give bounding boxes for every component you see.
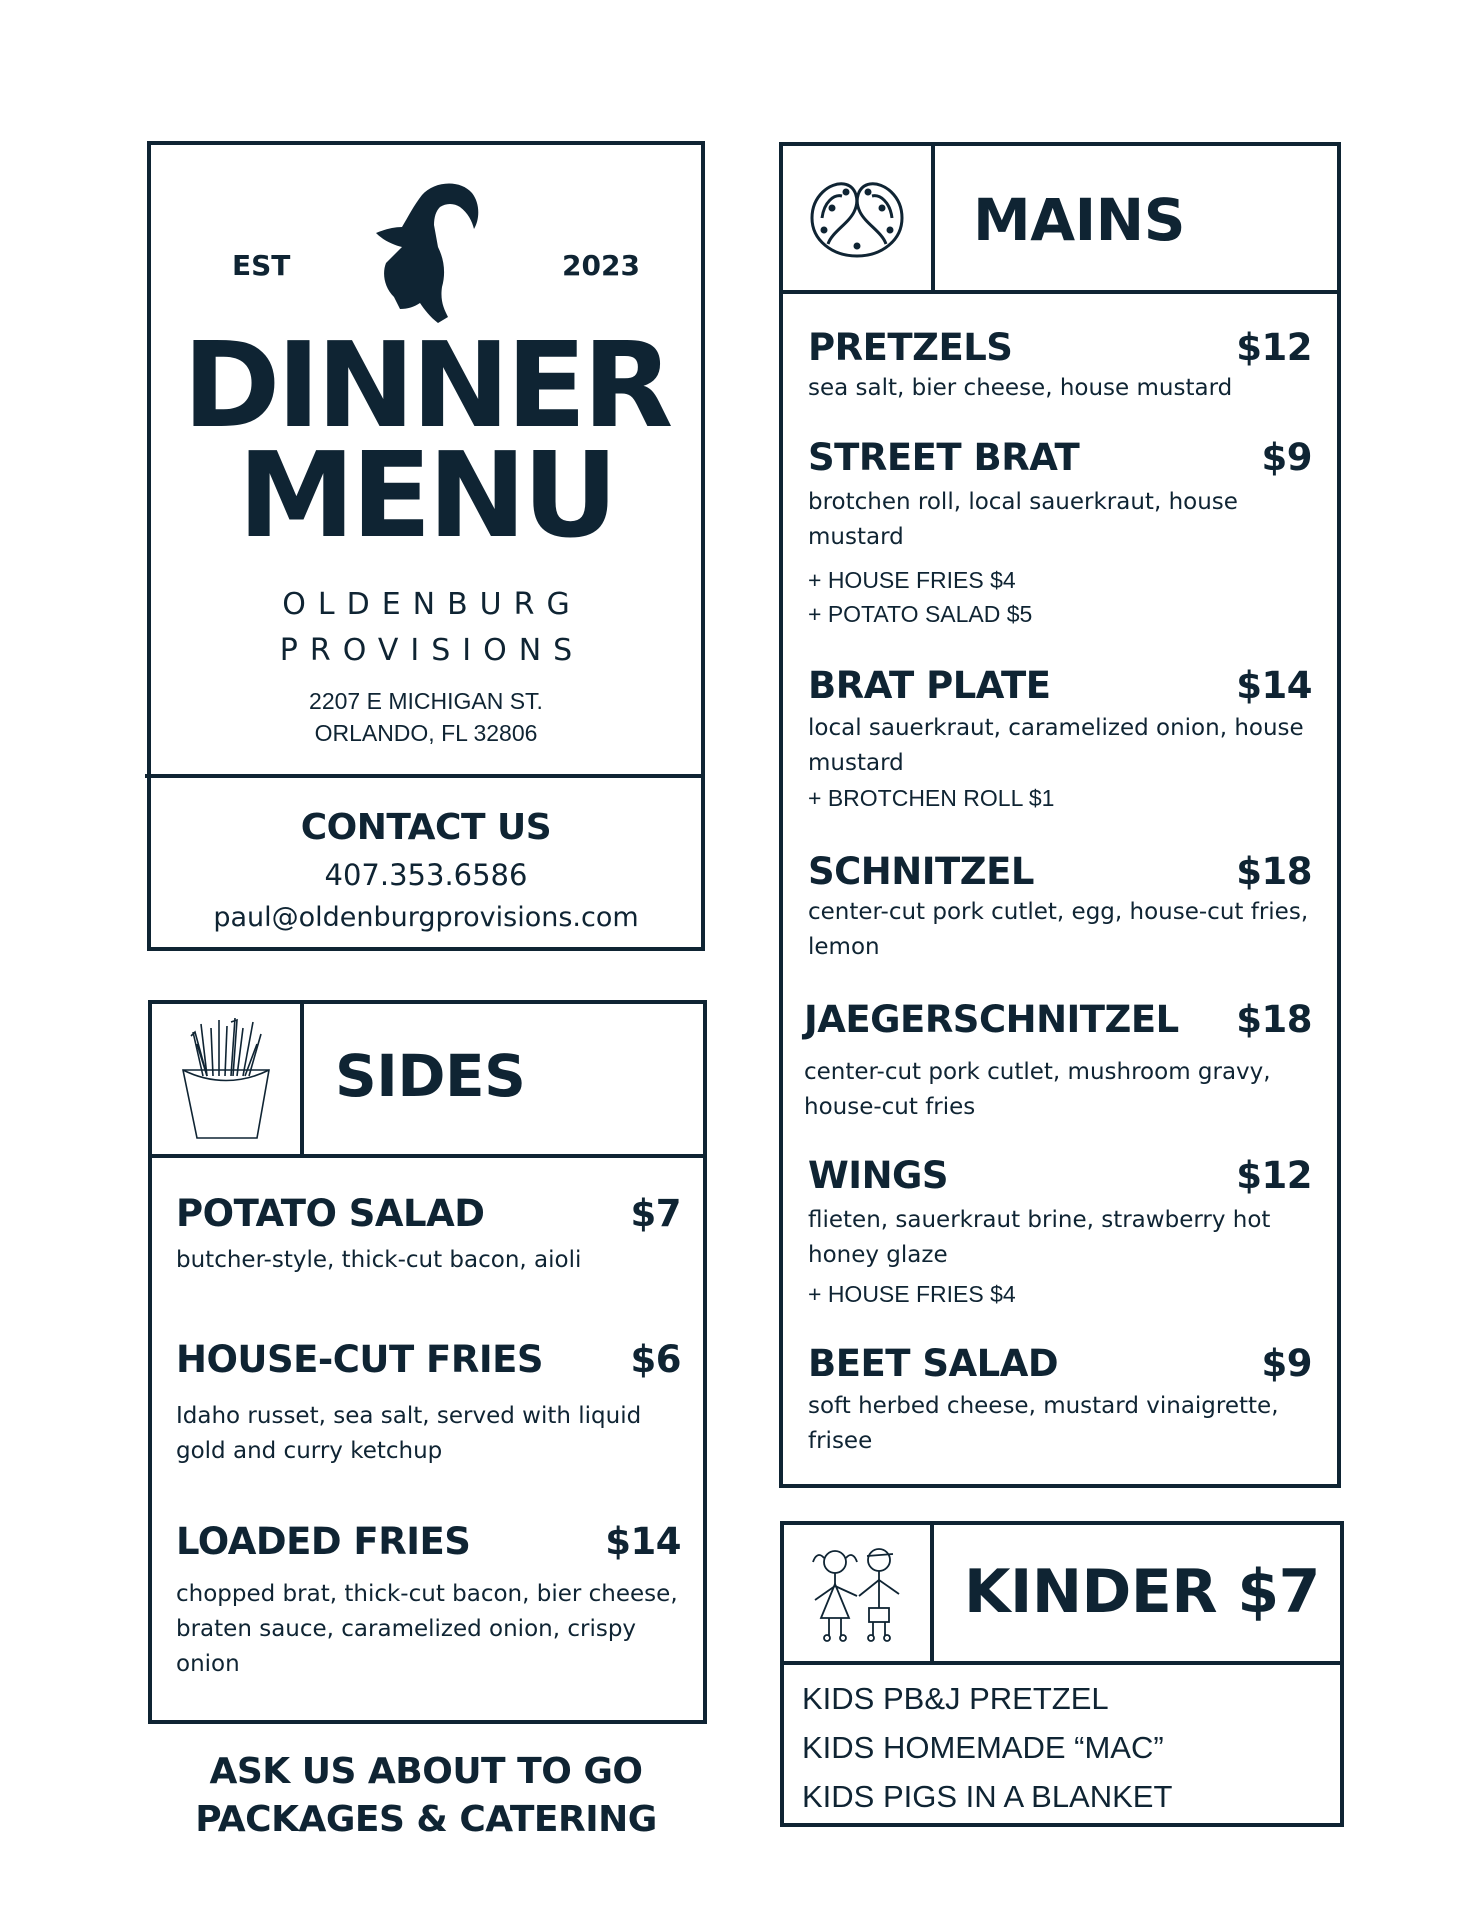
fries-icon [171,1014,281,1144]
item-price: $12 [1236,1154,1312,1197]
item-description: chopped brat, thick-cut bacon, bier cheese, braten sauce, caramelized onion, crispy onion [176,1581,678,1677]
menu-item [176,1338,681,1469]
footer-line2: PACKAGES & CATERING [195,1799,657,1840]
item-price: $14 [1236,664,1312,707]
item-addon: + HOUSE FRIES $4 [808,567,1016,593]
item-description: center-cut pork cutlet, mushroom gravy, house-cut fries [804,1059,1271,1120]
item-description: local sauerkraut, caramelized onion, house mustard [808,715,1304,776]
item-name: SCHNITZEL [808,850,1034,893]
item-name: WINGS [808,1154,949,1197]
mains-panel [779,142,1341,1488]
item-price: $6 [630,1338,681,1381]
pretzel-icon [802,168,912,268]
item-description: flieten, sauerkraut brine, strawberry hot honey glaze [808,1207,1271,1268]
list-item: KIDS PB&J PRETZEL [802,1681,1109,1716]
brand-name-line2: PROVISIONS [279,633,585,668]
item-price: $18 [1236,998,1312,1041]
menu-item [808,1154,1312,1311]
sides-icon-cell [152,1004,304,1154]
item-name: JAEGERSCHNITZEL [804,998,1179,1041]
item-description: center-cut pork cutlet, egg, house-cut fries, lemon [808,899,1309,960]
kinder-header [784,1525,1340,1665]
item-description: brotchen roll, local sauerkraut, house mustard [808,489,1238,550]
goat-logo-icon [364,177,484,327]
menu-item [808,436,1312,631]
mains-icon-cell [783,146,935,290]
menu-item [808,1342,1312,1459]
item-price: $7 [630,1192,681,1235]
item-price: $9 [1261,1342,1312,1385]
item-description: soft herbed cheese, mustard vinaigrette, frisee [808,1393,1279,1454]
page-title-line1: DINNER [182,316,670,454]
item-name: HOUSE-CUT FRIES [176,1338,544,1381]
kinder-heading: KINDER $7 [964,1557,1320,1627]
page-title-line2: MENU [237,426,615,564]
menu-item [808,326,1312,406]
address-line2: ORLANDO, FL 32806 [314,720,538,746]
list-item: KIDS PIGS IN A BLANKET [802,1779,1173,1814]
item-name: LOADED FRIES [176,1520,471,1563]
kinder-icon-cell [784,1525,934,1661]
item-name: BRAT PLATE [808,664,1051,707]
sides-header [152,1004,703,1158]
item-price: $12 [1236,326,1312,369]
item-description: butcher-style, thick-cut bacon, aioli [176,1247,582,1273]
menu-item [808,850,1312,965]
kinder-panel [780,1521,1344,1827]
menu-item [808,664,1312,815]
mains-header [783,146,1337,294]
item-price: $18 [1236,850,1312,893]
item-name: PRETZELS [808,326,1013,369]
mains-heading: MAINS [973,186,1185,254]
menu-item [804,998,1312,1125]
contact-heading: CONTACT US [300,807,552,848]
item-name: BEET SALAD [808,1342,1059,1385]
item-name: POTATO SALAD [176,1192,485,1235]
est-label: EST [232,249,291,282]
footer-note [147,1748,705,1844]
title-panel [147,141,705,951]
menu-item [176,1192,681,1278]
email-link[interactable]: paul@oldenburgprovisions.com [213,902,639,933]
list-item: KIDS HOMEMADE “MAC” [802,1730,1164,1765]
item-price: $9 [1261,436,1312,479]
sides-heading: SIDES [335,1042,526,1110]
item-addon: + POTATO SALAD $5 [808,601,1033,627]
item-description: sea salt, bier cheese, house mustard [808,375,1233,401]
brand-name-line1: OLDENBURG [282,587,582,622]
sides-panel [148,1000,707,1724]
kids-icon [801,1538,913,1648]
item-description: Idaho russet, sea salt, served with liquid gold and curry ketchup [176,1403,642,1464]
phone-link[interactable]: 407.353.6586 [324,858,528,892]
item-addon: + BROTCHEN ROLL $1 [808,785,1055,811]
address-line1: 2207 E MICHIGAN ST. [309,688,543,714]
item-addon: + HOUSE FRIES $4 [808,1281,1016,1307]
item-price: $14 [605,1520,681,1563]
footer-line1: ASK US ABOUT TO GO [209,1751,643,1792]
item-name: STREET BRAT [808,436,1080,479]
divider [145,774,705,778]
menu-item [176,1520,681,1682]
year-label: 2023 [562,249,640,282]
